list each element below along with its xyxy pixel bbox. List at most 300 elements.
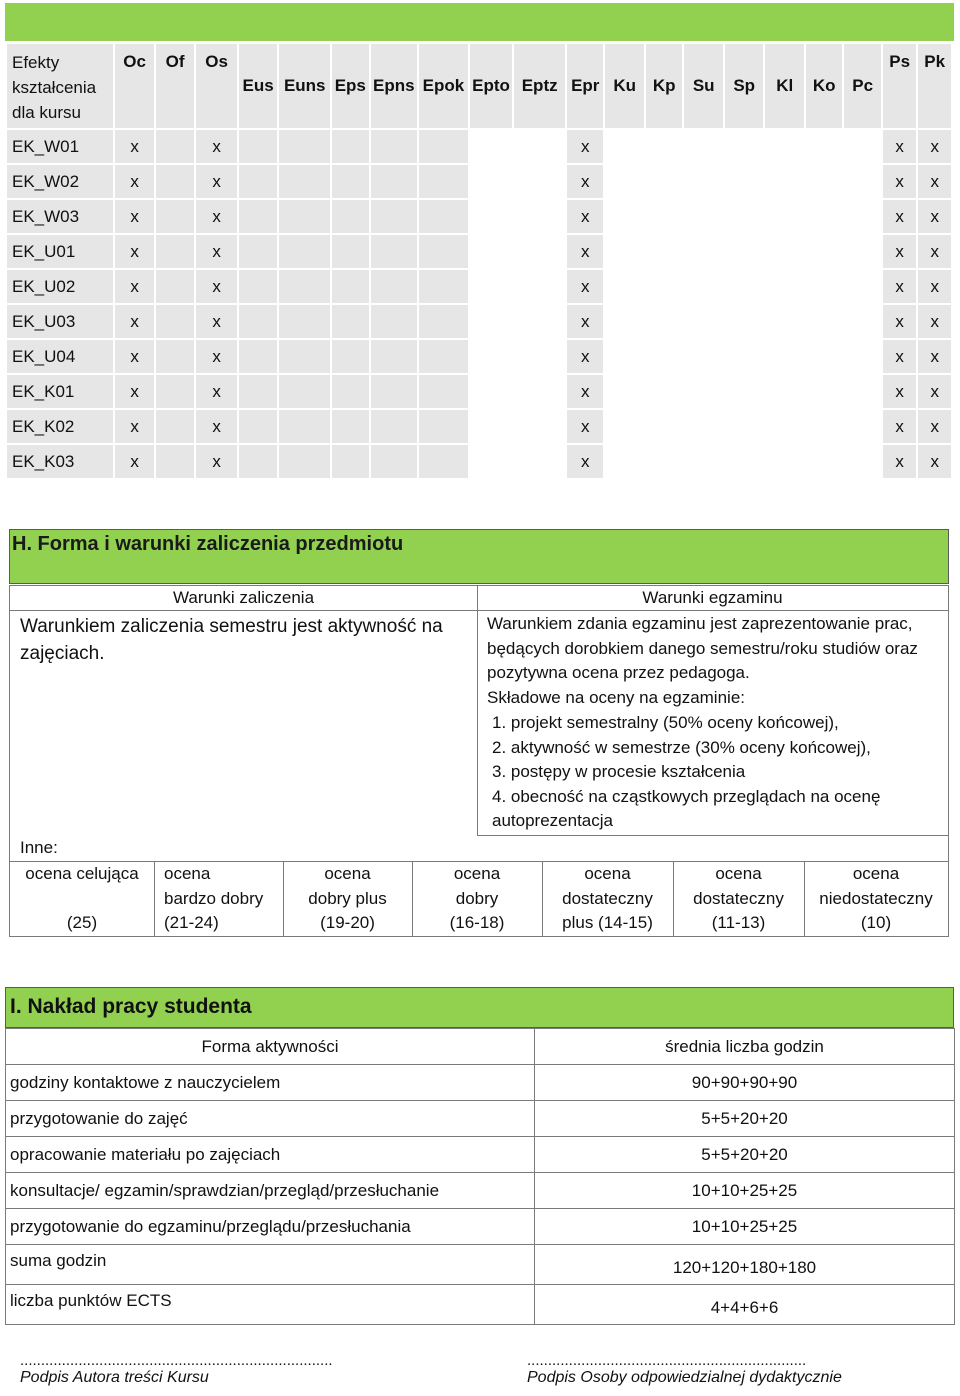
matrix-cell: x — [566, 304, 604, 339]
header-epok: Epok — [418, 43, 469, 129]
workload-col-activity: Forma aktywności — [6, 1029, 535, 1065]
workload-row — [6, 1209, 955, 1245]
matrix-cell — [724, 199, 765, 234]
matrix-cell — [843, 304, 881, 339]
workload-hours: 5+5+20+20 — [535, 1137, 955, 1173]
grade-line: ocena — [324, 864, 371, 883]
matrix-cell: x — [917, 199, 952, 234]
matrix-cell: x — [566, 199, 604, 234]
header-eptz: Eptz — [513, 43, 566, 129]
matrix-cell — [418, 409, 469, 444]
matrix-cell — [331, 304, 369, 339]
matrix-cell — [724, 129, 765, 164]
matrix-cell — [155, 339, 196, 374]
signature-right-dots: ................................................................... — [527, 1352, 807, 1369]
matrix-cell: x — [882, 374, 917, 409]
matrix-cell: x — [195, 374, 238, 409]
matrix-cell — [724, 304, 765, 339]
grade-line: ocena — [164, 864, 211, 883]
divider-under-exam — [477, 835, 948, 836]
grade-line: ocena — [453, 864, 501, 883]
matrix-cell: x — [114, 304, 155, 339]
matrix-cell — [238, 269, 279, 304]
workload-activity: godziny kontaktowe z nauczycielem — [6, 1065, 535, 1101]
matrix-cell — [513, 199, 566, 234]
matrix-body — [6, 129, 952, 479]
header-pk: Pk — [917, 43, 952, 129]
grade-line: niedostateczny — [819, 888, 933, 908]
matrix-cell — [604, 129, 645, 164]
matrix-row — [6, 199, 952, 234]
grade-line: (10) — [860, 913, 892, 932]
matrix-cell — [513, 374, 566, 409]
matrix-cell: x — [566, 269, 604, 304]
matrix-cell: x — [882, 234, 917, 269]
matrix-cell — [155, 199, 196, 234]
matrix-cell: x — [917, 304, 952, 339]
section-i-title: I. Nakład pracy studenta — [10, 995, 252, 1018]
header-efekty — [6, 43, 114, 129]
workload-activity: konsultacje/ egzamin/sprawdzian/przegląd/przesłuchanie — [6, 1173, 535, 1209]
matrix-cell — [238, 234, 279, 269]
matrix-cell: x — [114, 339, 155, 374]
matrix-cell — [418, 199, 469, 234]
matrix-cell: x — [917, 269, 952, 304]
matrix-cell — [683, 409, 724, 444]
matrix-row — [6, 374, 952, 409]
matrix-cell — [724, 164, 765, 199]
matrix-cell — [645, 444, 683, 479]
header-eus: Eus — [238, 43, 279, 129]
matrix-cell — [683, 164, 724, 199]
matrix-cell — [238, 444, 279, 479]
matrix-cell — [155, 129, 196, 164]
matrix-cell — [469, 164, 514, 199]
matrix-row-code: EK_K01 — [6, 374, 114, 409]
matrix-cell: x — [114, 444, 155, 479]
grade-line: dobry — [455, 888, 499, 908]
matrix-cell: x — [566, 444, 604, 479]
matrix-cell — [843, 339, 881, 374]
matrix-row — [6, 304, 952, 339]
matrix-cell — [764, 444, 805, 479]
grade-line: (21-24) — [164, 913, 219, 932]
matrix-cell — [724, 269, 765, 304]
matrix-cell — [724, 374, 765, 409]
matrix-cell — [513, 304, 566, 339]
matrix-cell — [645, 409, 683, 444]
matrix-row-code: EK_U01 — [6, 234, 114, 269]
matrix-cell: x — [114, 269, 155, 304]
matrix-cell — [155, 164, 196, 199]
matrix-cell — [805, 269, 843, 304]
matrix-cell — [513, 164, 566, 199]
matrix-row — [6, 234, 952, 269]
matrix-cell — [331, 269, 369, 304]
workload-hours: 4+4+6+6 — [535, 1285, 955, 1325]
matrix-cell — [513, 339, 566, 374]
header-sp: Sp — [724, 43, 765, 129]
grade-cell — [10, 862, 154, 936]
matrix-cell — [724, 234, 765, 269]
grade-line — [10, 887, 154, 912]
matrix-cell — [805, 234, 843, 269]
matrix-cell — [155, 304, 196, 339]
matrix-cell — [764, 129, 805, 164]
matrix-cell — [238, 129, 279, 164]
matrix-cell — [370, 444, 419, 479]
matrix-cell: x — [917, 234, 952, 269]
matrix-cell — [418, 374, 469, 409]
matrix-cell — [805, 304, 843, 339]
grade-cell — [673, 862, 804, 936]
grade-line: plus (14-15) — [562, 913, 653, 932]
matrix-cell — [155, 409, 196, 444]
matrix-cell — [370, 164, 419, 199]
assessment-conditions-box — [9, 585, 949, 937]
matrix-cell — [604, 304, 645, 339]
matrix-row — [6, 409, 952, 444]
matrix-cell: x — [195, 199, 238, 234]
matrix-cell — [418, 129, 469, 164]
matrix-header-row — [6, 43, 952, 129]
matrix-cell — [238, 374, 279, 409]
matrix-cell — [513, 129, 566, 164]
matrix-cell — [331, 409, 369, 444]
matrix-cell — [278, 269, 331, 304]
matrix-cell — [418, 234, 469, 269]
header-ps: Ps — [882, 43, 917, 129]
matrix-cell — [370, 129, 419, 164]
matrix-cell — [604, 444, 645, 479]
grade-line: (19-20) — [320, 913, 375, 932]
matrix-cell: x — [917, 339, 952, 374]
matrix-cell: x — [566, 409, 604, 444]
matrix-row-code: EK_K02 — [6, 409, 114, 444]
grade-line: (25) — [66, 913, 98, 932]
matrix-cell — [238, 304, 279, 339]
matrix-cell — [155, 234, 196, 269]
matrix-cell — [645, 339, 683, 374]
workload-hours: 10+10+25+25 — [535, 1209, 955, 1245]
workload-body — [6, 1065, 955, 1325]
matrix-cell — [764, 339, 805, 374]
matrix-cell: x — [882, 129, 917, 164]
matrix-cell: x — [917, 374, 952, 409]
workload-hours: 10+10+25+25 — [535, 1173, 955, 1209]
header-efekty-line2: kształcenia — [12, 78, 97, 97]
matrix-cell — [683, 339, 724, 374]
header-ku: Ku — [604, 43, 645, 129]
workload-row — [6, 1285, 955, 1325]
matrix-cell — [238, 199, 279, 234]
workload-row — [6, 1245, 955, 1285]
grade-line: bardzo dobry — [164, 888, 264, 908]
section-h-title: H. Forma i warunki zaliczenia przedmiotu — [12, 533, 404, 555]
matrix-cell: x — [566, 164, 604, 199]
matrix-cell: x — [114, 409, 155, 444]
matrix-cell — [604, 374, 645, 409]
matrix-cell — [155, 374, 196, 409]
header-epto: Epto — [469, 43, 514, 129]
matrix-cell — [331, 234, 369, 269]
matrix-cell — [805, 374, 843, 409]
matrix-cell: x — [882, 444, 917, 479]
matrix-cell — [645, 304, 683, 339]
matrix-cell — [370, 409, 419, 444]
matrix-cell — [645, 374, 683, 409]
matrix-cell — [278, 374, 331, 409]
matrix-cell: x — [195, 409, 238, 444]
matrix-cell — [604, 339, 645, 374]
matrix-cell — [645, 164, 683, 199]
matrix-cell: x — [566, 374, 604, 409]
matrix-cell — [604, 234, 645, 269]
matrix-row-code: EK_U03 — [6, 304, 114, 339]
workload-hours: 5+5+20+20 — [535, 1101, 955, 1137]
matrix-cell — [724, 409, 765, 444]
workload-col-hours: średnia liczba godzin — [535, 1029, 955, 1065]
matrix-cell — [805, 199, 843, 234]
header-of: Of — [155, 43, 196, 129]
signature-right-caption: Podpis Osoby odpowiedzialnej dydaktycznie — [527, 1369, 842, 1386]
matrix-row — [6, 129, 952, 164]
matrix-cell: x — [195, 164, 238, 199]
matrix-cell: x — [882, 164, 917, 199]
matrix-cell: x — [195, 129, 238, 164]
matrix-cell — [764, 164, 805, 199]
matrix-cell — [843, 409, 881, 444]
matrix-cell — [418, 269, 469, 304]
grade-cell — [804, 862, 948, 936]
matrix-cell — [278, 409, 331, 444]
header-oc: Oc — [114, 43, 155, 129]
matrix-cell — [724, 339, 765, 374]
matrix-cell — [469, 129, 514, 164]
matrix-cell — [724, 444, 765, 479]
matrix-cell — [683, 129, 724, 164]
matrix-cell — [238, 409, 279, 444]
signature-left-caption: Podpis Autora treści Kursu — [20, 1369, 209, 1386]
matrix-cell — [843, 129, 881, 164]
learning-outcomes-matrix — [5, 42, 953, 480]
grade-line: ocena — [584, 864, 631, 883]
workload-activity: liczba punktów ECTS — [6, 1285, 535, 1325]
workload-activity: opracowanie materiału po zajęciach — [6, 1137, 535, 1173]
matrix-cell — [331, 129, 369, 164]
header-efekty-line1: Efekty — [12, 53, 60, 72]
matrix-cell — [843, 269, 881, 304]
matrix-row-code: EK_W03 — [6, 199, 114, 234]
matrix-cell — [370, 269, 419, 304]
matrix-cell — [805, 129, 843, 164]
matrix-cell — [764, 199, 805, 234]
matrix-cell — [683, 269, 724, 304]
matrix-cell — [331, 374, 369, 409]
matrix-row-code: EK_W01 — [6, 129, 114, 164]
workload-hours: 120+120+180+180 — [535, 1245, 955, 1285]
workload-row — [6, 1137, 955, 1173]
workload-row — [6, 1065, 955, 1101]
workload-row — [6, 1101, 955, 1137]
matrix-cell — [645, 269, 683, 304]
matrix-cell — [843, 164, 881, 199]
matrix-cell — [278, 444, 331, 479]
header-ko: Ko — [805, 43, 843, 129]
inne-label: Inne: — [20, 838, 58, 857]
matrix-row-code: EK_K03 — [6, 444, 114, 479]
exam-component-item: 2. aktywność w semestrze (30% oceny końcowej), — [492, 737, 871, 757]
matrix-cell — [764, 304, 805, 339]
matrix-cell — [278, 234, 331, 269]
matrix-row — [6, 444, 952, 479]
matrix-cell: x — [917, 409, 952, 444]
matrix-cell — [370, 199, 419, 234]
matrix-cell — [843, 234, 881, 269]
matrix-cell: x — [114, 374, 155, 409]
header-kl: Kl — [764, 43, 805, 129]
matrix-cell: x — [882, 269, 917, 304]
exam-component-item: 3. postępy w procesie kształcenia — [492, 762, 746, 781]
matrix-cell — [278, 304, 331, 339]
grade-line: (16-18) — [449, 913, 505, 932]
matrix-cell: x — [114, 164, 155, 199]
warunki-egzaminu-intro: Warunkiem zdania egzaminu jest zaprezentowanie prac, będących dorobkiem danego semestru/roku studiów oraz pozytywna ocena przez pedagoga. — [487, 614, 918, 682]
matrix-cell — [683, 234, 724, 269]
matrix-cell: x — [195, 269, 238, 304]
matrix-cell — [469, 374, 514, 409]
matrix-cell — [331, 339, 369, 374]
workload-row — [6, 1173, 955, 1209]
workload-hours: 90+90+90+90 — [535, 1065, 955, 1101]
matrix-cell — [418, 444, 469, 479]
grade-line: ocena — [715, 864, 762, 883]
matrix-cell — [604, 164, 645, 199]
header-epr: Epr — [566, 43, 604, 129]
matrix-cell — [238, 339, 279, 374]
matrix-cell — [764, 234, 805, 269]
warunki-egzaminu-components-label: Składowe na oceny na egzaminie: — [487, 688, 745, 707]
matrix-cell — [370, 374, 419, 409]
matrix-cell — [805, 339, 843, 374]
matrix-cell — [843, 444, 881, 479]
matrix-cell: x — [882, 199, 917, 234]
matrix-cell: x — [114, 129, 155, 164]
matrix-cell — [278, 339, 331, 374]
workload-header-row — [6, 1029, 955, 1065]
grade-line: dobry plus — [308, 888, 387, 908]
matrix-row — [6, 269, 952, 304]
matrix-row-code: EK_U02 — [6, 269, 114, 304]
matrix-row-code: EK_W02 — [6, 164, 114, 199]
header-kp: Kp — [645, 43, 683, 129]
matrix-cell — [469, 339, 514, 374]
matrix-cell: x — [882, 339, 917, 374]
matrix-cell — [645, 199, 683, 234]
signature-left — [20, 1352, 333, 1387]
grade-line: ocena — [852, 864, 900, 883]
warunki-zaliczenia-text: Warunkiem zaliczenia semestru jest aktywność na zajęciach. — [20, 616, 443, 664]
matrix-cell — [418, 164, 469, 199]
header-su: Su — [683, 43, 724, 129]
matrix-cell — [843, 199, 881, 234]
header-epns: Epns — [370, 43, 419, 129]
grade-cell — [154, 862, 283, 936]
matrix-cell — [764, 409, 805, 444]
warunki-egzaminu-header: Warunki egzaminu — [642, 588, 783, 607]
header-pc: Pc — [843, 43, 881, 129]
matrix-cell — [683, 444, 724, 479]
matrix-cell: x — [882, 304, 917, 339]
matrix-cell — [370, 339, 419, 374]
header-os: Os — [195, 43, 238, 129]
matrix-cell — [469, 409, 514, 444]
matrix-cell — [513, 409, 566, 444]
matrix-cell — [469, 444, 514, 479]
matrix-cell: x — [114, 199, 155, 234]
top-green-bar — [5, 3, 954, 41]
matrix-cell: x — [917, 164, 952, 199]
matrix-cell: x — [114, 234, 155, 269]
signature-right — [527, 1352, 842, 1387]
matrix-cell: x — [917, 129, 952, 164]
matrix-cell — [843, 374, 881, 409]
grade-line: dostateczny — [562, 888, 653, 908]
matrix-cell — [513, 269, 566, 304]
matrix-cell — [645, 234, 683, 269]
matrix-cell — [764, 269, 805, 304]
matrix-cell: x — [195, 304, 238, 339]
matrix-cell — [805, 444, 843, 479]
matrix-cell: x — [917, 444, 952, 479]
header-euns: Euns — [278, 43, 331, 129]
exam-component-item: 1. projekt semestralny (50% oceny końcowej), — [492, 713, 839, 732]
matrix-cell: x — [195, 339, 238, 374]
matrix-cell — [370, 304, 419, 339]
matrix-row-code: EK_U04 — [6, 339, 114, 374]
matrix-cell — [331, 164, 369, 199]
grade-cell — [412, 862, 542, 936]
signature-left-dots: ........................................................................... — [20, 1352, 333, 1369]
warunki-zaliczenia-header: Warunki zaliczenia — [172, 588, 315, 607]
matrix-cell — [469, 304, 514, 339]
grade-line: (11-13) — [711, 913, 766, 932]
matrix-cell — [331, 199, 369, 234]
matrix-cell — [683, 199, 724, 234]
matrix-cell: x — [566, 234, 604, 269]
matrix-cell — [764, 374, 805, 409]
matrix-cell — [469, 269, 514, 304]
matrix-cell: x — [195, 444, 238, 479]
header-efekty-line3: dla kursu — [12, 103, 81, 122]
matrix-cell — [278, 129, 331, 164]
matrix-cell — [683, 374, 724, 409]
workload-activity: przygotowanie do egzaminu/przeglądu/przesłuchania — [6, 1209, 535, 1245]
matrix-cell: x — [566, 129, 604, 164]
workload-activity: suma godzin — [6, 1245, 535, 1285]
exam-components-list — [487, 711, 942, 834]
matrix-cell — [604, 409, 645, 444]
matrix-cell — [469, 199, 514, 234]
grade-cell — [542, 862, 673, 936]
matrix-cell: x — [566, 339, 604, 374]
matrix-cell — [805, 409, 843, 444]
matrix-cell — [155, 269, 196, 304]
divider-vertical-main — [477, 586, 478, 835]
matrix-cell — [604, 269, 645, 304]
matrix-cell — [238, 164, 279, 199]
workload-table — [5, 1028, 955, 1325]
